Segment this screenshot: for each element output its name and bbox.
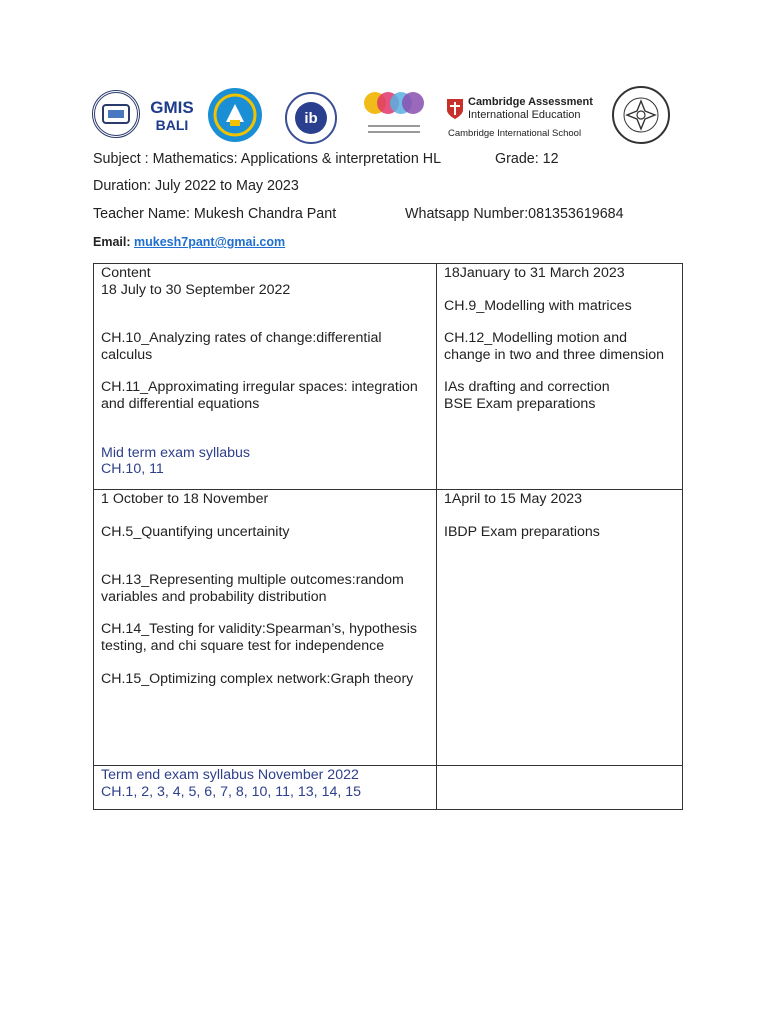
continuum-circles-icon — [362, 90, 426, 116]
continuum-lines — [362, 125, 426, 133]
chapter-14: CH.14_Testing for validity:Spearman’s, hypothesis testing, and chi square test for independence — [101, 621, 417, 654]
gmis-logo-text: GMIS — [150, 98, 194, 117]
emblem-icon — [208, 88, 262, 142]
school-crest-logo — [92, 90, 140, 138]
gmis-bali-logo — [150, 98, 194, 138]
term-end-syllabus-title: Term end exam syllabus November 2022 — [101, 767, 359, 783]
email-label: Email: — [93, 235, 134, 249]
crest-icon — [101, 102, 131, 126]
teacher-name-line: Teacher Name: Mukesh Chandra Pant — [93, 206, 337, 222]
cambridge-title: Cambridge Assessment — [468, 96, 593, 108]
table-row — [94, 264, 683, 490]
term4-cell — [437, 490, 683, 766]
chapter-15: CH.15_Optimizing complex network:Graph theory — [101, 670, 414, 687]
chapter-10: CH.10_Analyzing rates of change:differential calculus — [101, 330, 382, 363]
whatsapp-number-line: Whatsapp Number:081353619684 — [405, 206, 624, 222]
term-end-syllabus-chapters: CH.1, 2, 3, 4, 5, 6, 7, 8, 10, 11, 13, 14, 15 — [101, 783, 362, 800]
table-row — [94, 766, 683, 810]
term3-cell — [437, 264, 683, 490]
duration-line: Duration: July 2022 to May 2023 — [93, 178, 299, 194]
ias-drafting: IAs drafting and correction — [444, 379, 610, 396]
chapter-5: CH.5_Quantifying uncertainity — [101, 523, 290, 540]
term-end-syllabus-cell — [94, 766, 437, 810]
logos-row — [90, 86, 680, 152]
empty-cell — [437, 766, 683, 810]
bse-exam-preparations: BSE Exam preparations — [444, 395, 596, 412]
ib-continuum-logo — [362, 90, 426, 142]
mid-term-syllabus-chapters: CH.10, 11 — [101, 461, 164, 478]
cambridge-logo — [446, 96, 593, 142]
ib-world-school-logo — [285, 92, 337, 144]
content-heading: Content — [101, 265, 151, 281]
term2-date: 1 October to 18 November — [101, 491, 269, 507]
email-link[interactable]: mukesh7pant@gmai.com — [134, 235, 286, 249]
bali-logo-text: BALI — [155, 117, 189, 133]
term3-date: 18January to 31 March 2023 — [444, 265, 625, 281]
chapter-11: CH.11_Approximating irregular spaces: integration and differential equations — [101, 379, 418, 412]
chapter-9: CH.9_Modelling with matrices — [444, 297, 632, 314]
board-secondary-education-logo — [612, 86, 670, 144]
lotus-seal-icon — [621, 95, 661, 135]
cambridge-school: Cambridge International School — [448, 128, 582, 139]
cambridge-shield-icon — [446, 98, 464, 120]
term2-cell — [94, 490, 437, 766]
term4-date: 1April to 15 May 2023 — [444, 491, 583, 507]
term1-date: 18 July to 30 September 2022 — [101, 281, 291, 298]
syllabus-table — [93, 263, 683, 810]
mid-term-syllabus-title: Mid term exam syllabus — [101, 444, 251, 461]
ministry-emblem-logo — [208, 88, 262, 142]
ibdp-exam-preparations: IBDP Exam preparations — [444, 523, 600, 540]
email-line — [93, 235, 285, 249]
chapter-12: CH.12_Modelling motion and change in two and three dimension — [444, 330, 665, 363]
term1-cell — [94, 264, 437, 490]
chapter-13: CH.13_Representing multiple outcomes:random variables and probability distribution — [101, 572, 404, 605]
subject-line: Subject : Mathematics: Applications & interpretation HL — [93, 151, 442, 167]
cambridge-subtitle: International Education — [468, 109, 581, 121]
grade-line: Grade: 12 — [495, 151, 559, 167]
table-row — [94, 490, 683, 766]
ib-icon: ib — [295, 102, 327, 134]
